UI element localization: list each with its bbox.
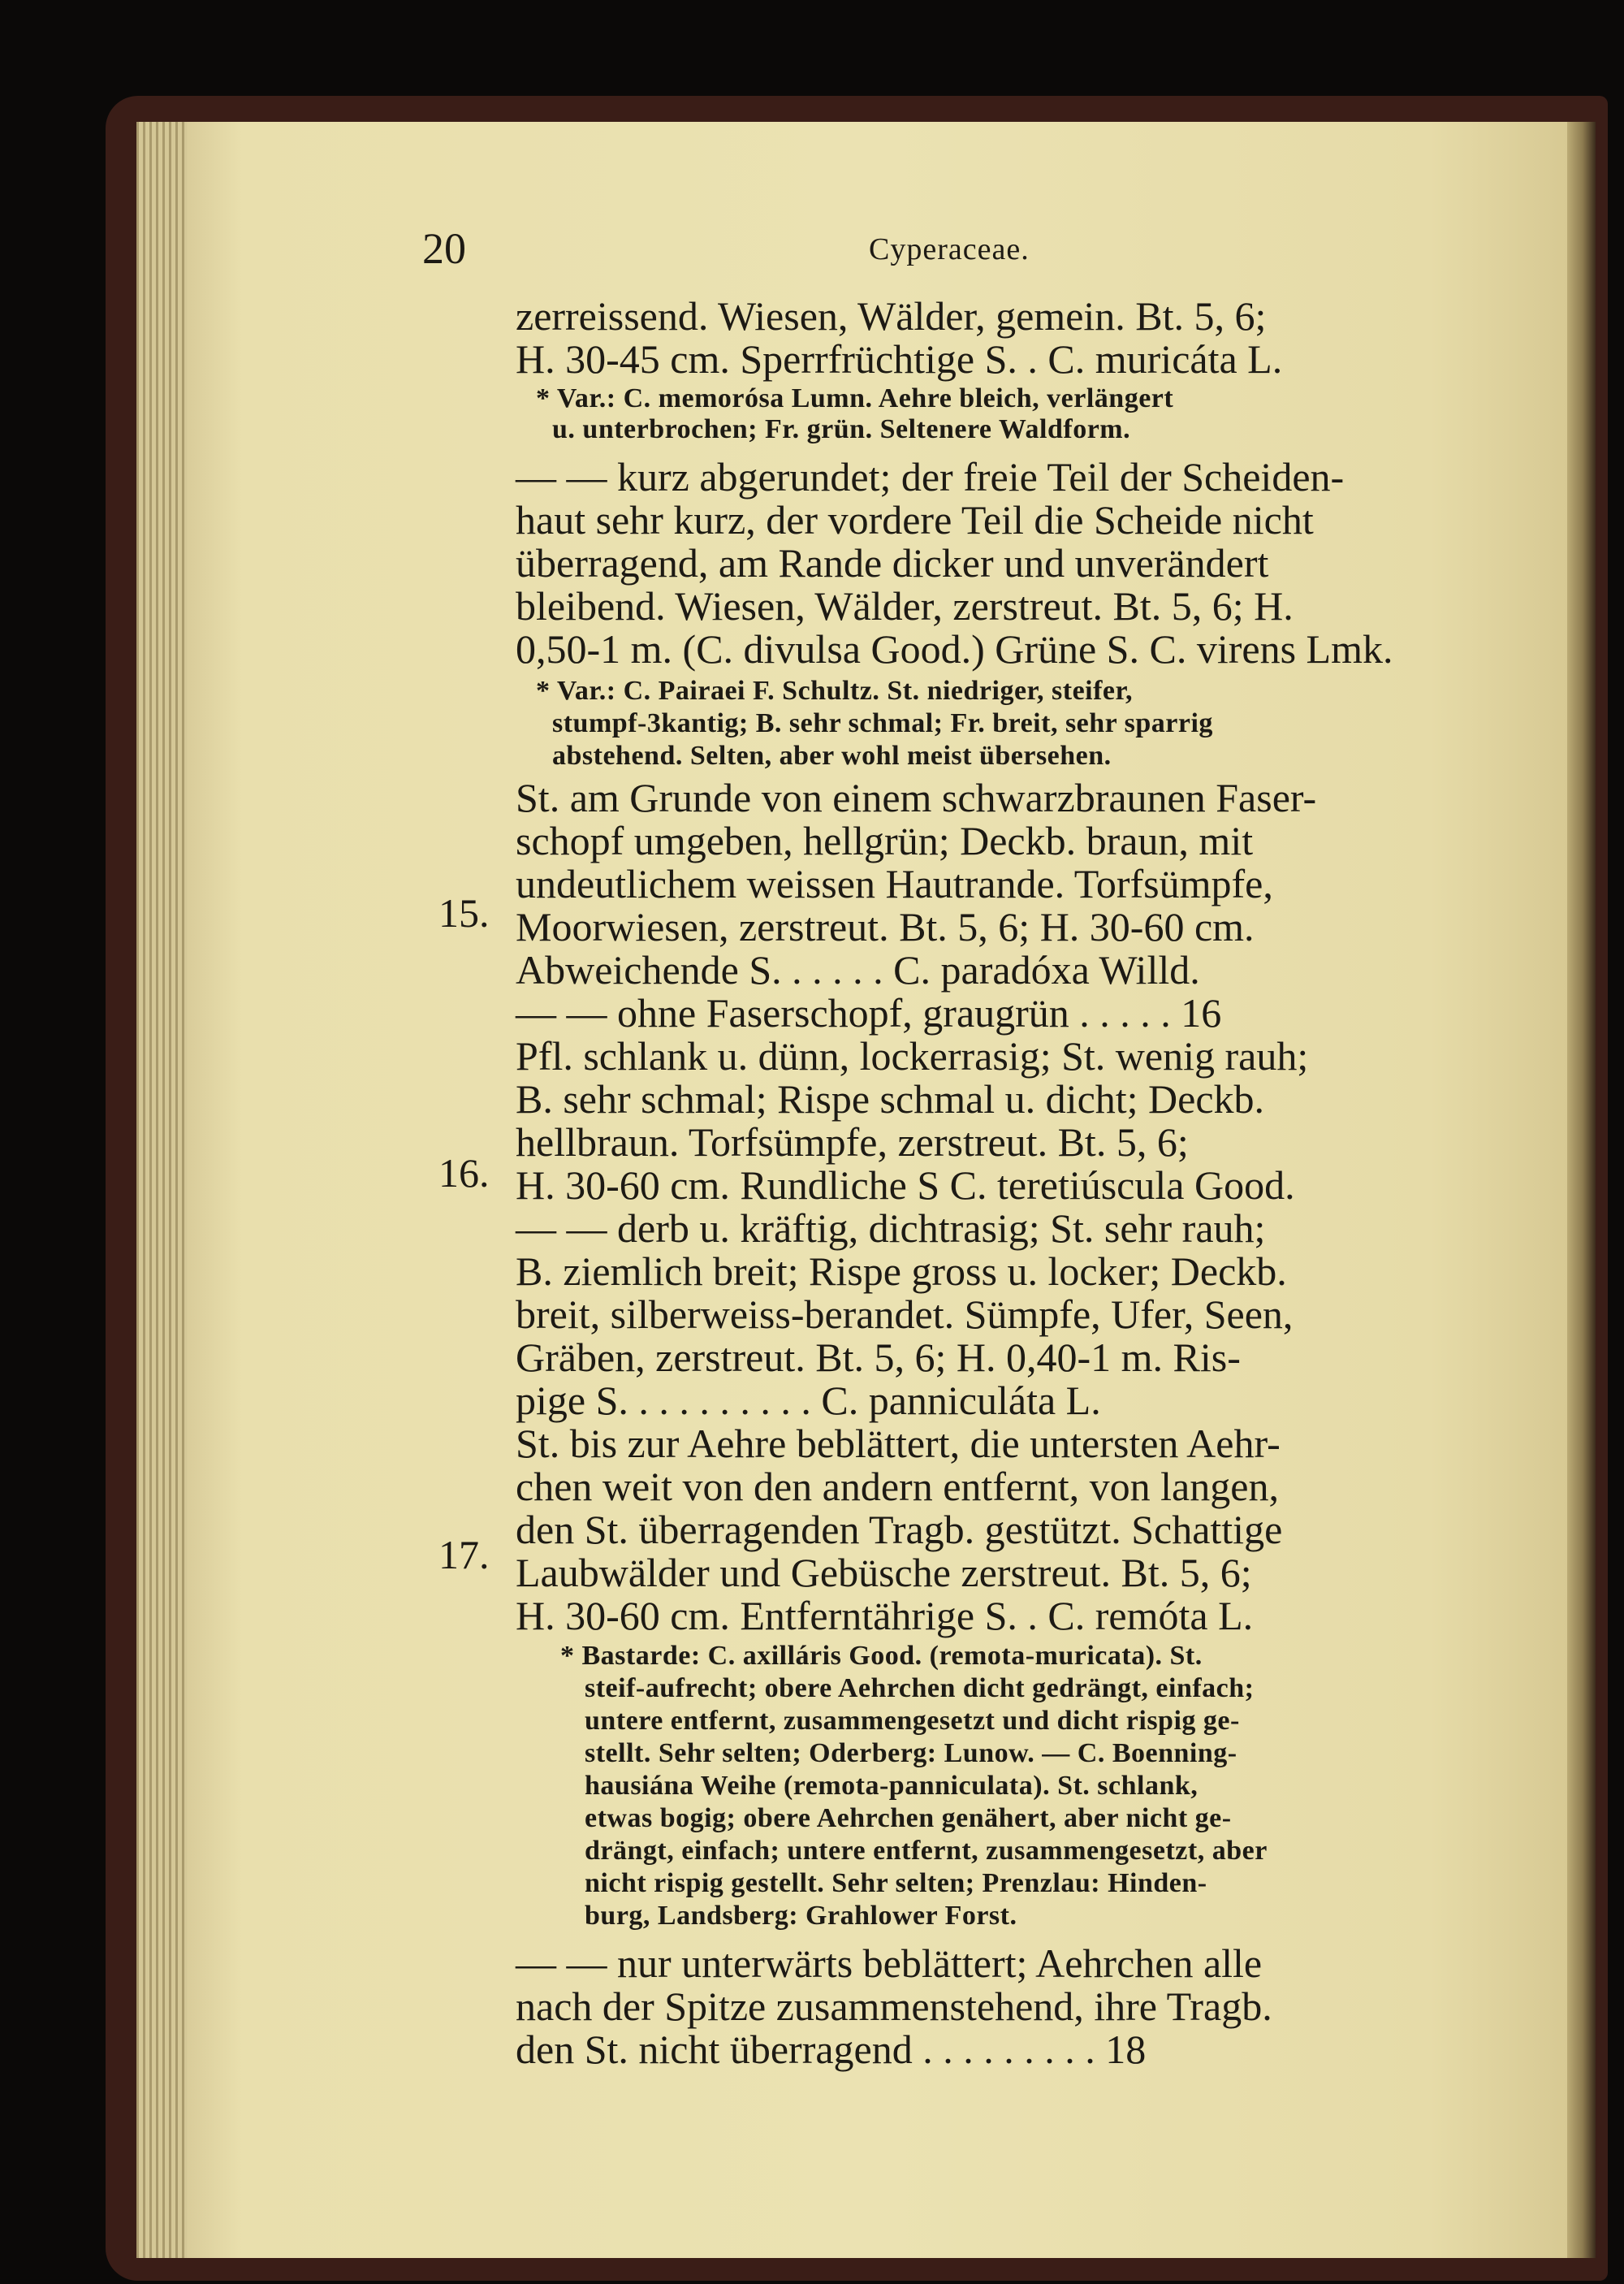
text-line: Pfl. schlank u. dünn, lockerrasig; St. wenig rauh; bbox=[516, 1033, 1309, 1079]
text-line: — — nur unterwärts beblättert; Aehrchen alle bbox=[516, 1940, 1263, 1986]
text-line: — — ohne Faserschopf, graugrün . . . . . 16 bbox=[516, 990, 1222, 1036]
text-line: überragend, am Rande dicker und unverändert bbox=[516, 540, 1269, 586]
facing-page-edge bbox=[1563, 122, 1596, 2258]
text-line: den St. nicht überragend . . . . . . . . . 18 bbox=[516, 2027, 1147, 2072]
text-line: Laubwälder und Gebüsche zerstreut. Bt. 5, 6; bbox=[516, 1550, 1252, 1595]
text-line: 0,50-1 m. (C. divulsa Good.) Grüne S. C. virens Lmk. bbox=[516, 626, 1393, 672]
text-line: Moorwiesen, zerstreut. Bt. 5, 6; H. 30-60 cm. bbox=[516, 904, 1255, 950]
text-line: zerreissend. Wiesen, Wälder, gemein. Bt. 5, 6; bbox=[516, 293, 1267, 339]
text-line: Abweichende S. . . . . . C. paradóxa Willd. bbox=[516, 947, 1200, 993]
text-line: chen weit von den andern entfernt, von langen, bbox=[516, 1464, 1279, 1509]
text-line: — — derb u. kräftig, dichtrasig; St. sehr rauh; bbox=[516, 1205, 1266, 1251]
text-line: pige S. . . . . . . . . . C. panniculáta L. bbox=[516, 1378, 1101, 1423]
text-line: St. am Grunde von einem schwarzbraunen Faser- bbox=[516, 775, 1317, 820]
text-line: steif-aufrecht; obere Aehrchen dicht gedrängt, einfach; bbox=[585, 1673, 1255, 1703]
page-number: 20 bbox=[422, 224, 466, 273]
item-number: 16. bbox=[438, 1150, 490, 1196]
text-line: untere entfernt, zusammengesetzt und dicht rispig ge- bbox=[585, 1706, 1240, 1736]
text-line: breit, silberweiss-berandet. Sümpfe, Ufer, Seen, bbox=[516, 1291, 1294, 1337]
text-line: u. unterbrochen; Fr. grün. Seltenere Waldform. bbox=[552, 414, 1131, 444]
item-number: 17. bbox=[438, 1532, 490, 1577]
text-line: B. ziemlich breit; Rispe gross u. locker; Deckb. bbox=[516, 1248, 1287, 1294]
text-line: nach der Spitze zusammenstehend, ihre Tragb. bbox=[516, 1983, 1272, 2029]
text-line: * Bastarde: C. axilláris Good. (remota-muricata). St. bbox=[560, 1641, 1203, 1671]
text-line: undeutlichem weissen Hautrande. Torfsümpfe, bbox=[516, 861, 1273, 906]
text-line: hellbraun. Torfsümpfe, zerstreut. Bt. 5, 6; bbox=[516, 1119, 1189, 1165]
text-line: * Var.: C. Pairaei F. Schultz. St. niedriger, steifer, bbox=[536, 676, 1133, 706]
text-line: St. bis zur Aehre beblättert, die untersten Aehr- bbox=[516, 1421, 1281, 1466]
text-line: den St. überragenden Tragb. gestützt. Schattige bbox=[516, 1507, 1283, 1552]
text-line: schopf umgeben, hellgrün; Deckb. braun, mit bbox=[516, 818, 1254, 863]
running-title: Cyperaceae. bbox=[869, 232, 1030, 266]
text-line: — — kurz abgerundet; der freie Teil der Scheiden- bbox=[516, 454, 1345, 500]
book-page bbox=[187, 122, 1567, 2258]
text-line: drängt, einfach; untere entfernt, zusammengesetzt, aber bbox=[585, 1836, 1268, 1866]
text-line: H. 30-60 cm. Entferntährige S. . C. remóta L. bbox=[516, 1593, 1254, 1638]
text-line: nicht rispig gestellt. Sehr selten; Prenzlau: Hinden- bbox=[585, 1868, 1207, 1898]
text-line: etwas bogig; obere Aehrchen genähert, aber nicht ge- bbox=[585, 1803, 1232, 1833]
text-line: abstehend. Selten, aber wohl meist übersehen. bbox=[552, 741, 1112, 771]
item-number: 15. bbox=[438, 890, 490, 936]
text-line: stumpf-3kantig; B. sehr schmal; Fr. breit, sehr sparrig bbox=[552, 708, 1213, 738]
text-line: bleibend. Wiesen, Wälder, zerstreut. Bt. 5, 6; H. bbox=[516, 583, 1294, 629]
text-line: burg, Landsberg: Grahlower Forst. bbox=[585, 1901, 1017, 1931]
text-line: * Var.: C. memorósa Lumn. Aehre bleich, verlängert bbox=[536, 383, 1174, 413]
text-line: Gräben, zerstreut. Bt. 5, 6; H. 0,40-1 m. Ris- bbox=[516, 1334, 1241, 1380]
text-line: B. sehr schmal; Rispe schmal u. dicht; Deckb. bbox=[516, 1076, 1265, 1122]
text-line: H. 30-45 cm. Sperrfrüchtige S. . C. muricáta L. bbox=[516, 336, 1283, 382]
text-line: hausiána Weihe (remota-panniculata). St. schlank, bbox=[585, 1771, 1199, 1801]
text-line: H. 30-60 cm. Rundliche S C. teretiúscula Good. bbox=[516, 1162, 1295, 1208]
text-line: haut sehr kurz, der vordere Teil die Scheide nicht bbox=[516, 497, 1314, 543]
text-line: stellt. Sehr selten; Oderberg: Lunow. — C. Boenning- bbox=[585, 1738, 1237, 1768]
